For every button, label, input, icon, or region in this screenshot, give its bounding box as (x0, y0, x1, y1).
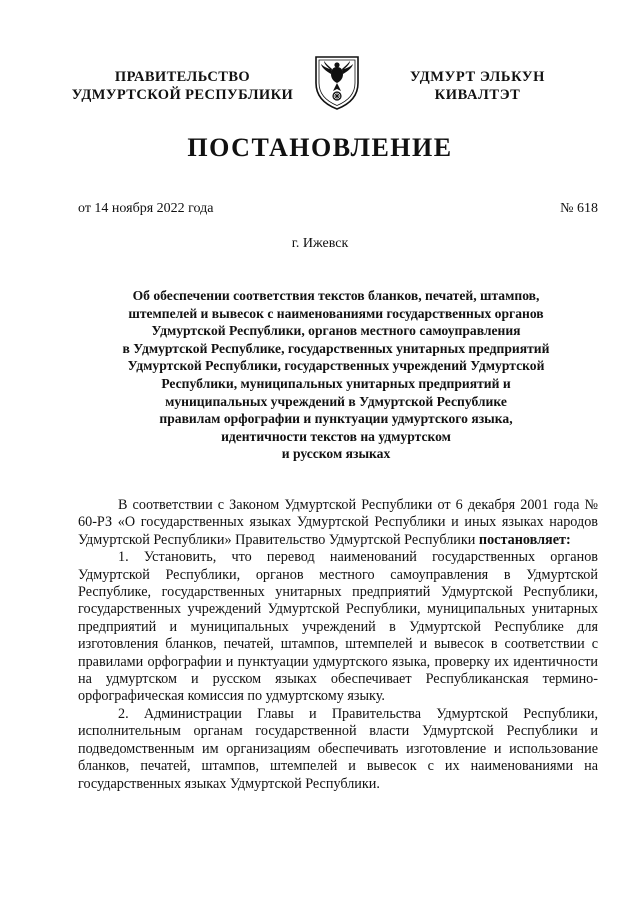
preamble-text: В соответствии с Законом Удмуртской Республики от 6 декабря 2001 года № 60-РЗ «О государственных языках Удмуртской Республики и иных языках народов Удмуртской Республики» Правительство Удмуртской Республики (78, 497, 598, 548)
document-title (70, 287, 602, 463)
title-line: муниципальных учреждений в Удмуртской Республике (165, 393, 507, 409)
title-line: и русском языках (281, 446, 391, 462)
government-name-udmurt (395, 68, 560, 104)
preamble-paragraph (78, 497, 598, 549)
resolves-keyword: постановляет: (478, 531, 571, 548)
government-name-udmurt-line1: УДМУРТ ЭЛЬКУН (409, 69, 546, 85)
title-line: Удмуртской Республики, государственных учреждений Удмуртской (127, 358, 545, 374)
government-name-udmurt-line2: КИВАЛТЭТ (434, 87, 521, 103)
title-line: штемпелей и вывесок с наименованиями государственных органов (128, 305, 544, 321)
title-line: Удмуртской Республики, органов местного самоуправления (151, 323, 521, 339)
document-city: г. Ижевск (291, 236, 349, 251)
government-name-russian-line2: УДМУРТСКОЙ РЕСПУБЛИКИ (71, 87, 294, 103)
title-line: правилам орфографии и пунктуации удмуртского языка, (159, 411, 513, 427)
government-name-russian-line1: ПРАВИТЕЛЬСТВО (114, 69, 251, 85)
coat-of-arms-icon (311, 53, 363, 111)
government-name-russian (55, 68, 310, 104)
clause-1-paragraph: 1. Установить, что перевод наименований государственных органов Удмуртской Республики, органов местного самоуправления в Удмуртской Республике, государственных унитарных предприятий Удмуртской Республики, государственных учреждений Удмуртской Республики, муниципальных унитарных предприятий и муниципальных учреждений в Удмуртской Республике для изготовления бланков, печатей, штампов, штемпелей и вывесок в соответствии с правилами орфографии и пунктуации удмуртского языка, проверку их идентичности на удмуртском и русском языках обеспечивает Республиканская термино-орфографическая комиссия по удмуртскому языку. (78, 549, 598, 705)
title-line: в Удмуртской Республике, государственных унитарных предприятий (122, 340, 550, 356)
document-body (78, 497, 598, 793)
title-line: Республики, муниципальных унитарных предприятий и (161, 375, 511, 391)
document-type-heading: ПОСТАНОВЛЕНИЕ (187, 133, 453, 162)
title-line: идентичности текстов на удмуртском (221, 428, 451, 444)
document-date: от 14 ноября 2022 года (78, 201, 214, 216)
document-number: № 618 (560, 201, 598, 216)
title-line: Об обеспечении соответствия текстов бланков, печатей, штампов, (132, 288, 540, 303)
clause-2-paragraph: 2. Администрации Главы и Правительства Удмуртской Республики, исполнительным органам государственной власти Удмуртской Республики и подведомственным им организациям обеспечивать изготовление и использование бланков, печатей, штампов, штемпелей и вывесок с их наименованиями на государственных языках Удмуртской Республики. (78, 705, 598, 792)
